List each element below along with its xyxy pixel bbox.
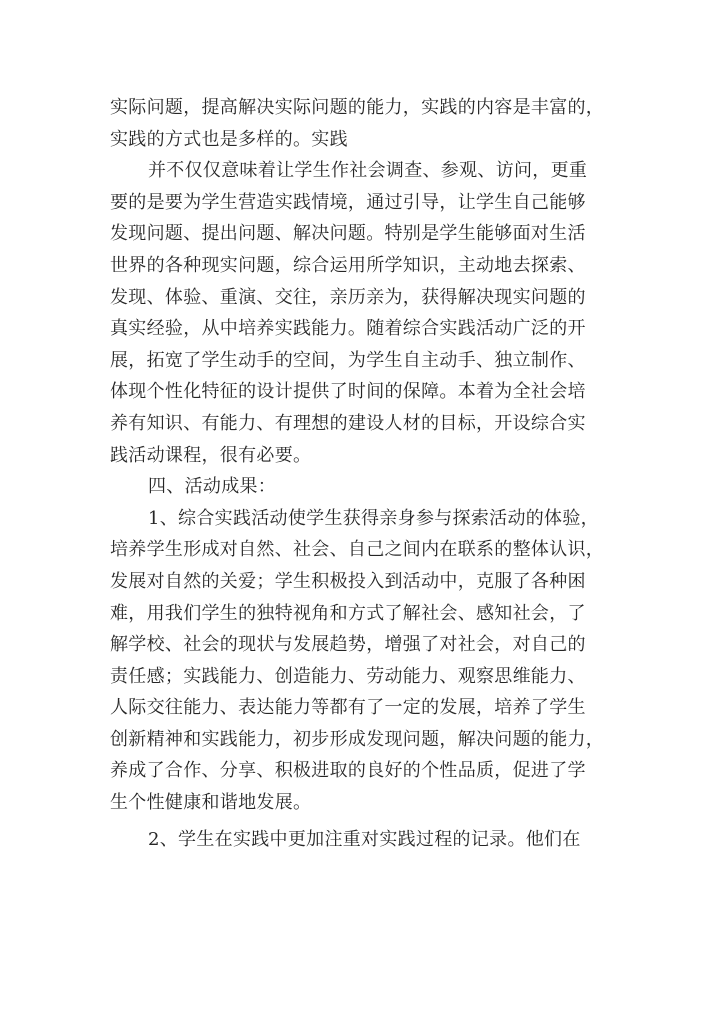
paragraph-start-line: 1、综合实践活动使学生获得亲身参与探索活动的体验， — [148, 507, 599, 529]
paragraph-start-line: 并不仅仅意味着让学生作社会调查、参观、访问，更重 — [148, 160, 588, 182]
text-line: 真实经验，从中培养实践能力。随着综合实践活动广泛的开 — [110, 318, 586, 340]
text-line: 实践的方式也是多样的。实践 — [110, 128, 348, 150]
text-line: 责任感；实践能力、创造能力、劳动能力、观察思维能力、 — [110, 665, 586, 687]
paragraph-start-line: 2、学生在实践中更加注重对实践过程的记录。他们在 — [148, 828, 581, 850]
text-line: 要的是要为学生营造实践情境，通过引导，让学生自己能够 — [110, 191, 586, 213]
text-line: 人际交往能力、表达能力等都有了一定的发展，培养了学生 — [110, 697, 586, 719]
text-line: 展，拓宽了学生动手的空间，为学生自主动手、独立制作、 — [110, 349, 586, 371]
text-line: 发展对自然的关爱；学生积极投入到活动中，克服了各种困 — [110, 570, 586, 592]
text-line: 养有知识、有能力、有理想的建设人材的目标，开设综合实 — [110, 412, 586, 434]
text-line: 难，用我们学生的独特视角和方式了解社会、感知社会，了 — [110, 602, 586, 624]
text-line: 实际问题，提高解决实际问题的能力，实践的内容是丰富的， — [110, 97, 605, 118]
text-line: 世界的各种现实问题，综合运用所学知识，主动地去探索、 — [110, 254, 586, 276]
text-line: 生个性健康和谐地发展。 — [110, 792, 312, 814]
text-line: 体现个性化特征的设计提供了时间的保障。本着为全社会培 — [110, 381, 586, 403]
text-line: 发现问题、提出问题、解决问题。特别是学生能够面对生活 — [110, 223, 586, 245]
text-line: 践活动课程，很有必要。 — [110, 444, 312, 466]
text-line: 养成了合作、分享、积极进取的良好的个性品质，促进了学 — [110, 760, 586, 782]
text-line: 培养学生形成对自然、社会、自己之间内在联系的整体认识， — [110, 539, 605, 561]
text-line: 创新精神和实践能力，初步形成发现问题，解决问题的能力， — [110, 728, 605, 750]
text-line: 发现、体验、重演、交往，亲历亲为，获得解决现实问题的 — [110, 286, 586, 308]
text-line: 解学校、社会的现状与发展趋势，增强了对社会，对自己的 — [110, 634, 586, 656]
section-heading: 四、活动成果： — [148, 476, 277, 498]
body-text — [110, 92, 610, 855]
